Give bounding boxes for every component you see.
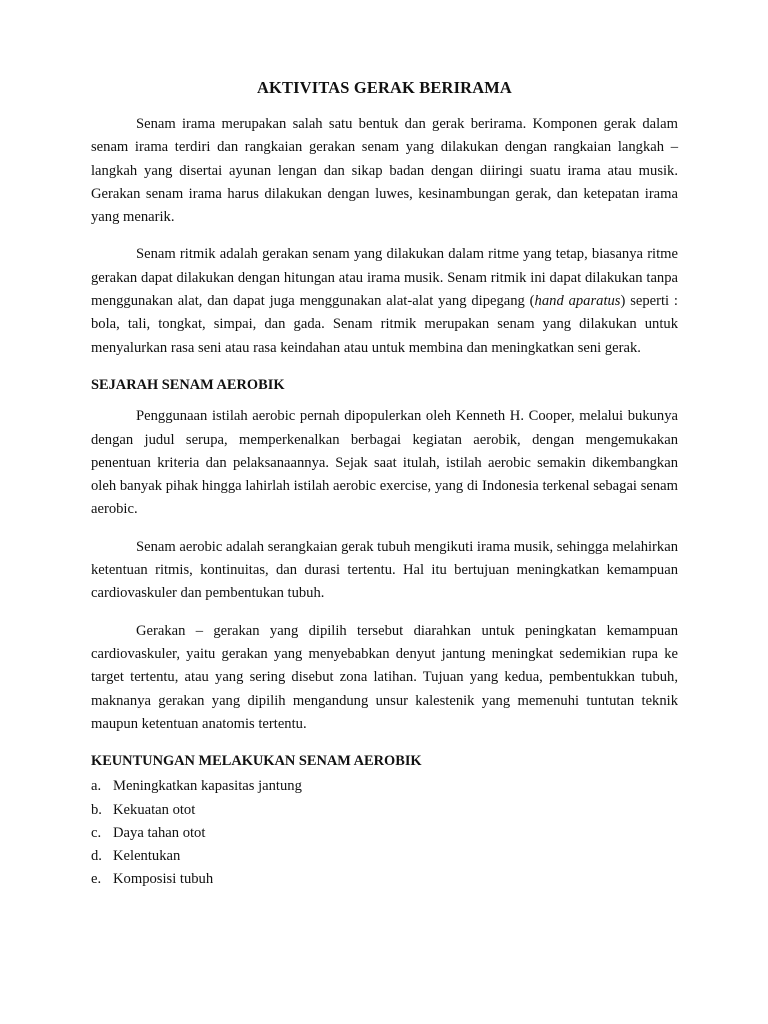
list-item xyxy=(91,822,678,845)
paragraph-sejarah-1: Penggunaan istilah aerobic pernah dipopulerkan oleh Kenneth H. Cooper, melalui bukunya dengan judul serupa, memperkenalkan berbagai kegiatan aerobik, dengan mengemukakan penentuan kriteria dan pelaksanaannya. Sejak saat itulah, istilah aerobic semakin dikembangkan oleh banyak pihak hingga lahirlah istilah aerobic exercise, yang di Indonesia terkenal sebagai senam aerobic. xyxy=(91,408,678,518)
list-item-text: Kelentukan xyxy=(113,848,181,865)
hand-aparatus-term: hand aparatus xyxy=(534,293,621,310)
list-item-text: Komposisi tubuh xyxy=(113,871,214,888)
list-item-text: Meningkatkan kapasitas jantung xyxy=(113,778,302,795)
document-page xyxy=(91,76,678,891)
list-item-text: Daya tahan otot xyxy=(113,824,206,841)
list-item xyxy=(91,868,678,891)
paragraph-sejarah-3: Gerakan – gerakan yang dipilih tersebut diarahkan untuk peningkatan kemampuan cardiovaskuler, yaitu gerakan yang menyebabkan denyut jantung meningkat sedemikian rupa ke target tertentu, atau yang sering disebut zona latihan. Tujuan yang kedua, pembentukkan tubuh, maknanya gerakan yang dipilih mengandung unsur kalestenik yang memenuhi tuntutan teknik maupun ketentuan anatomis tertentu. xyxy=(91,622,678,732)
list-marker: d. xyxy=(91,848,102,865)
paragraph-senam-ritmik-part1: Senam ritmik adalah gerakan senam yang dilakukan dalam ritme yang tetap, biasanya ritme gerakan dapat dilakukan dengan hitungan atau irama musik. Senam ritmik ini dapat dilakukan tanpa menggunakan alat, dan dapat juga menggunakan alat-alat yang dipegang ( xyxy=(91,246,678,310)
list-item-text: Kekuatan otot xyxy=(113,801,196,818)
paragraph-sejarah-2: Senam aerobic adalah serangkaian gerak tubuh mengikuti irama musik, sehingga melahirkan ketentuan ritmis, kontinuitas, dan durasi tertentu. Hal itu bertujuan meningkatkan kemampuan cardiovaskuler dan pembentukan tubuh. xyxy=(91,538,678,602)
section-heading-keuntungan: KEUNTUNGAN MELAKUKAN SENAM AEROBIK xyxy=(91,753,422,770)
paragraph-senam-ritmik-part2: ) seperti : bola, tali, tongkat, simpai, dan gada. Senam ritmik merupakan senam yang dilakukan untuk menyalurkan rasa seni atau rasa keindahan atau untuk membina dan meningkatkan seni gerak. xyxy=(91,293,678,356)
paragraph-senam-irama: Senam irama merupakan salah satu bentuk dan gerak berirama. Komponen gerak dalam senam irama terdiri dan rangkaian gerakan senam yang dilakukan dengan rangkaian langkah – langkah yang disertai ayunan lengan dan sikap badan dengan diiringi suatu irama atau musik. Gerakan senam irama harus dilakukan dengan luwes, kesinambungan gerak, dan ketepatan irama yang menarik. xyxy=(91,116,678,226)
list-item xyxy=(91,775,678,798)
benefits-list xyxy=(91,775,678,891)
list-marker: a. xyxy=(91,778,102,795)
list-marker: e. xyxy=(91,871,102,888)
list-item xyxy=(91,845,678,868)
section-heading-sejarah: SEJARAH SENAM AEROBIK xyxy=(91,376,285,393)
document-title: AKTIVITAS GERAK BERIRAMA xyxy=(257,78,512,97)
paragraph-senam-ritmik xyxy=(91,243,678,359)
list-marker: b. xyxy=(91,801,102,818)
list-item xyxy=(91,799,678,822)
list-marker: c. xyxy=(91,824,102,841)
